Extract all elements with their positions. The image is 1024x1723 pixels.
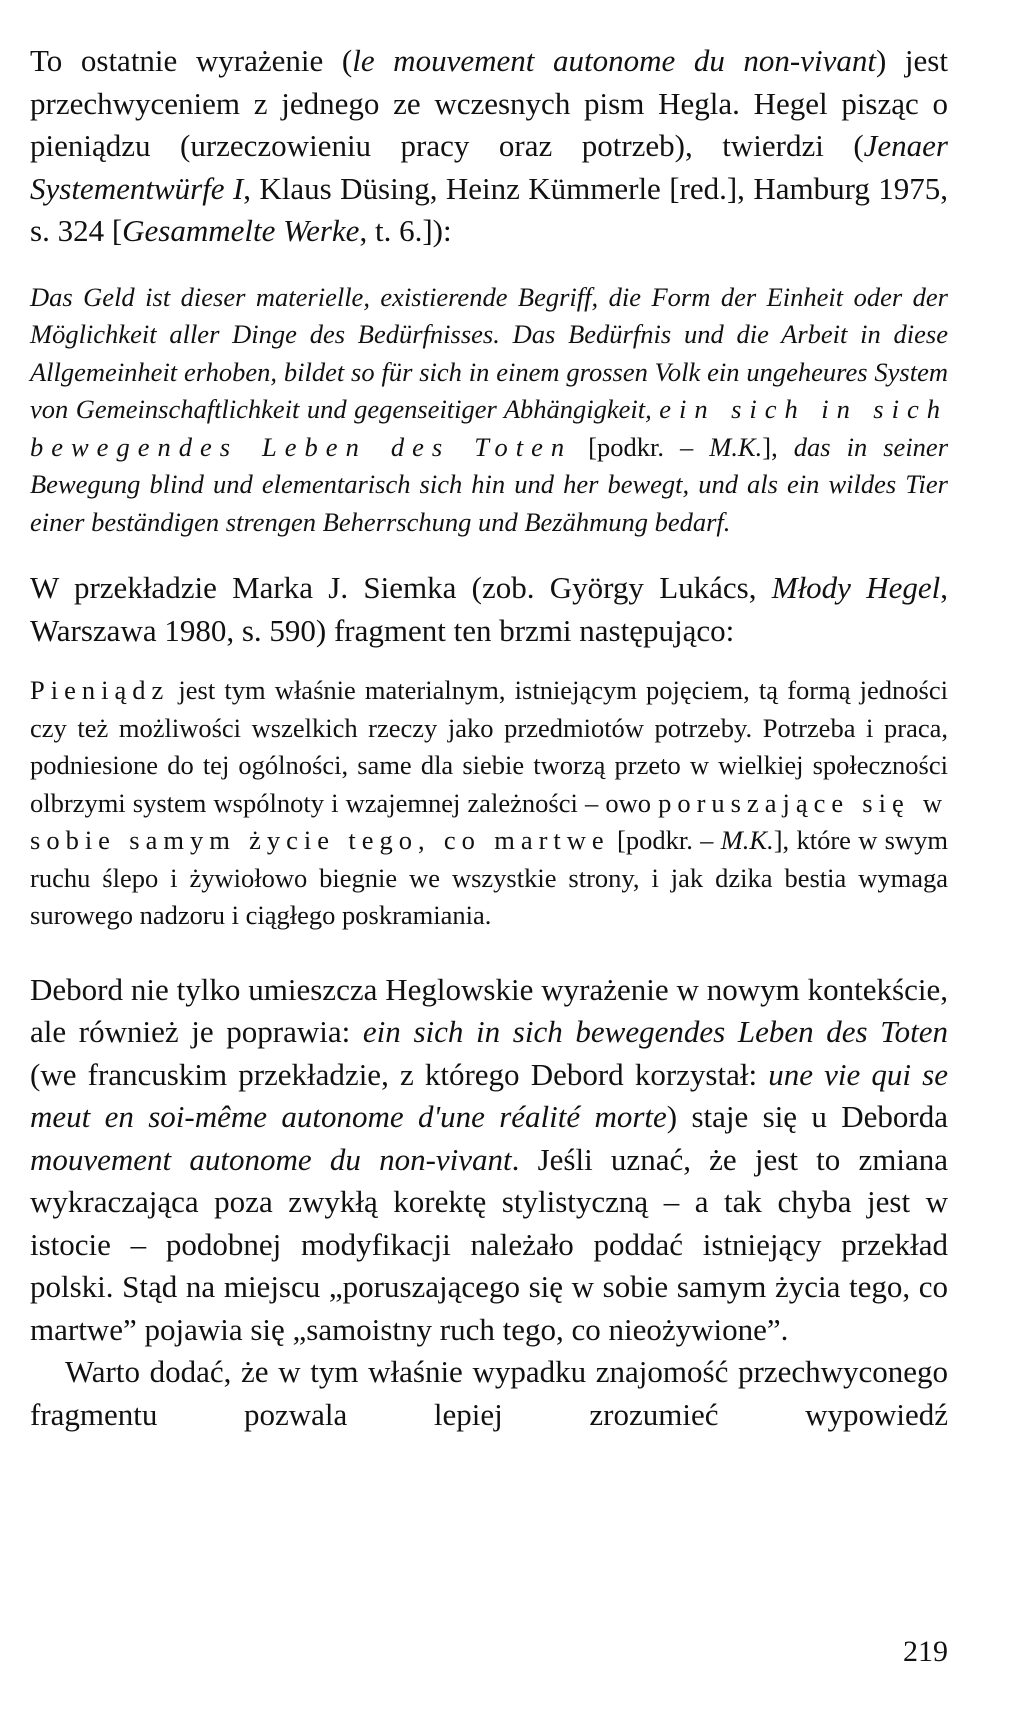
text-run: [podkr. –	[609, 825, 721, 855]
initials: M.K.	[720, 825, 774, 855]
text-run: Warto dodać, że w tym właśnie wypadku znajomość przechwyconego fragmentu pozwala lepiej zrozumieć wypowiedź	[30, 1354, 948, 1432]
text-run: ) jest przechwyceniem z jednego ze wczesnych pism Hegla. Hegel pisząc o pieniądzu (urzeczowieniu pracy oraz potrzeb), twierdzi (	[30, 43, 948, 163]
spaced-emphasis: poruszające się w sobie samym życie tego, co martwe	[30, 787, 948, 855]
spaced-emphasis: ein sich in sich bewegendes Leben des Toten	[30, 394, 948, 462]
italic-term: mouvement autonome du non-vivant	[30, 1141, 512, 1177]
initials: M.K.	[709, 431, 763, 462]
text-run: . Jeśli uznać, że jest to zmiana wykraczająca poza zwykłą korektę stylistyczną – a tak chyba jest w istocie – podobnej modyfikacji należało poddać istniejący przekład polski. Stąd na miejscu „poruszającego się w sobie samym życia tego, co martwe” pojawia się „samoistny ruch tego, co nieożywione”.	[30, 1141, 948, 1347]
text-run: W przekładzie Marka J. Siemka (zob. György Lukács,	[30, 570, 772, 605]
text-run: [podkr. –	[572, 431, 710, 462]
italic-term: le mouvement autonome du non-vivant	[352, 43, 876, 78]
text-run: Debord nie tylko umieszcza Heglowskie wyrażenie w nowym kontekście, ale również je poprawia:	[30, 971, 948, 1049]
block-quote-polish	[30, 672, 948, 935]
text-run: das in seiner Bewegung blind und elementarisch sich hin und her bewegt, und als ein wildes Tier einer beständigen strengen Beherrschung und Bezähmung bedarf.	[30, 431, 949, 537]
page-number: 219	[903, 1635, 948, 1668]
book-title: Jenaer Systementwürfe I	[30, 128, 948, 206]
text-run: To ostatnie wyrażenie (	[30, 43, 353, 78]
book-title: Młody Hegel	[771, 570, 941, 605]
italic-term: une vie qui se meut en soi-même autonome d'une réalité morte	[30, 1056, 948, 1134]
text-run: ) staje się u Deborda	[666, 1099, 948, 1134]
text-run: (we francuskim przekładzie, z którego Debord korzystał:	[30, 1056, 769, 1092]
text-run: Das Geld ist dieser materielle, existierende Begriff, die Form der Einheit oder der Möglichkeit aller Dinge des Bedürfnisses. Das Bedürfnis und die Arbeit in diese Allgemeinheit erhoben, bildet so für sich in einem grossen Volk ein ungeheures System von Gemeinschaftlichkeit und gegenseitiger Abhängigkeit,	[30, 281, 948, 424]
paragraph-debord	[30, 969, 948, 1352]
text-run: ],	[762, 431, 794, 462]
book-title: Gesammelte Werke	[122, 213, 360, 248]
text-run: , Warszawa 1980, s. 590) fragment ten brzmi następująco:	[30, 570, 948, 648]
text-run: jest tym właśnie materialnym, istniejącym pojęciem, tą formą jedności czy też możliwości wszelkich rzeczy jako przedmiotów potrzeby. Potrzeba i praca, podniesione do tej ogólności, same dla siebie tworzą przeto w wielkiej społeczności olbrzymi system wspólnoty i wzajemnej zależności – owo	[30, 675, 948, 818]
text-run: , t. 6.]):	[359, 213, 452, 248]
paragraph-intro	[30, 40, 948, 253]
text-run: , Klaus Düsing, Heinz Kümmerle [red.], Hamburg 1975, s. 324 [	[30, 170, 948, 248]
paragraph-translation-intro	[30, 567, 948, 652]
spaced-emphasis: Pieniądz	[30, 675, 170, 705]
page-body	[30, 40, 948, 1436]
paragraph-closing	[30, 1351, 948, 1436]
text-run: ], które w swym ruchu ślepo i żywiołowo biegnie we wszystkie strony, i jak dzika bestia wymaga surowego nadzoru i ciągłego poskramiania.	[30, 825, 948, 930]
block-quote-german	[30, 279, 948, 542]
italic-term: ein sich in sich bewegendes Leben des Toten	[362, 1014, 948, 1049]
